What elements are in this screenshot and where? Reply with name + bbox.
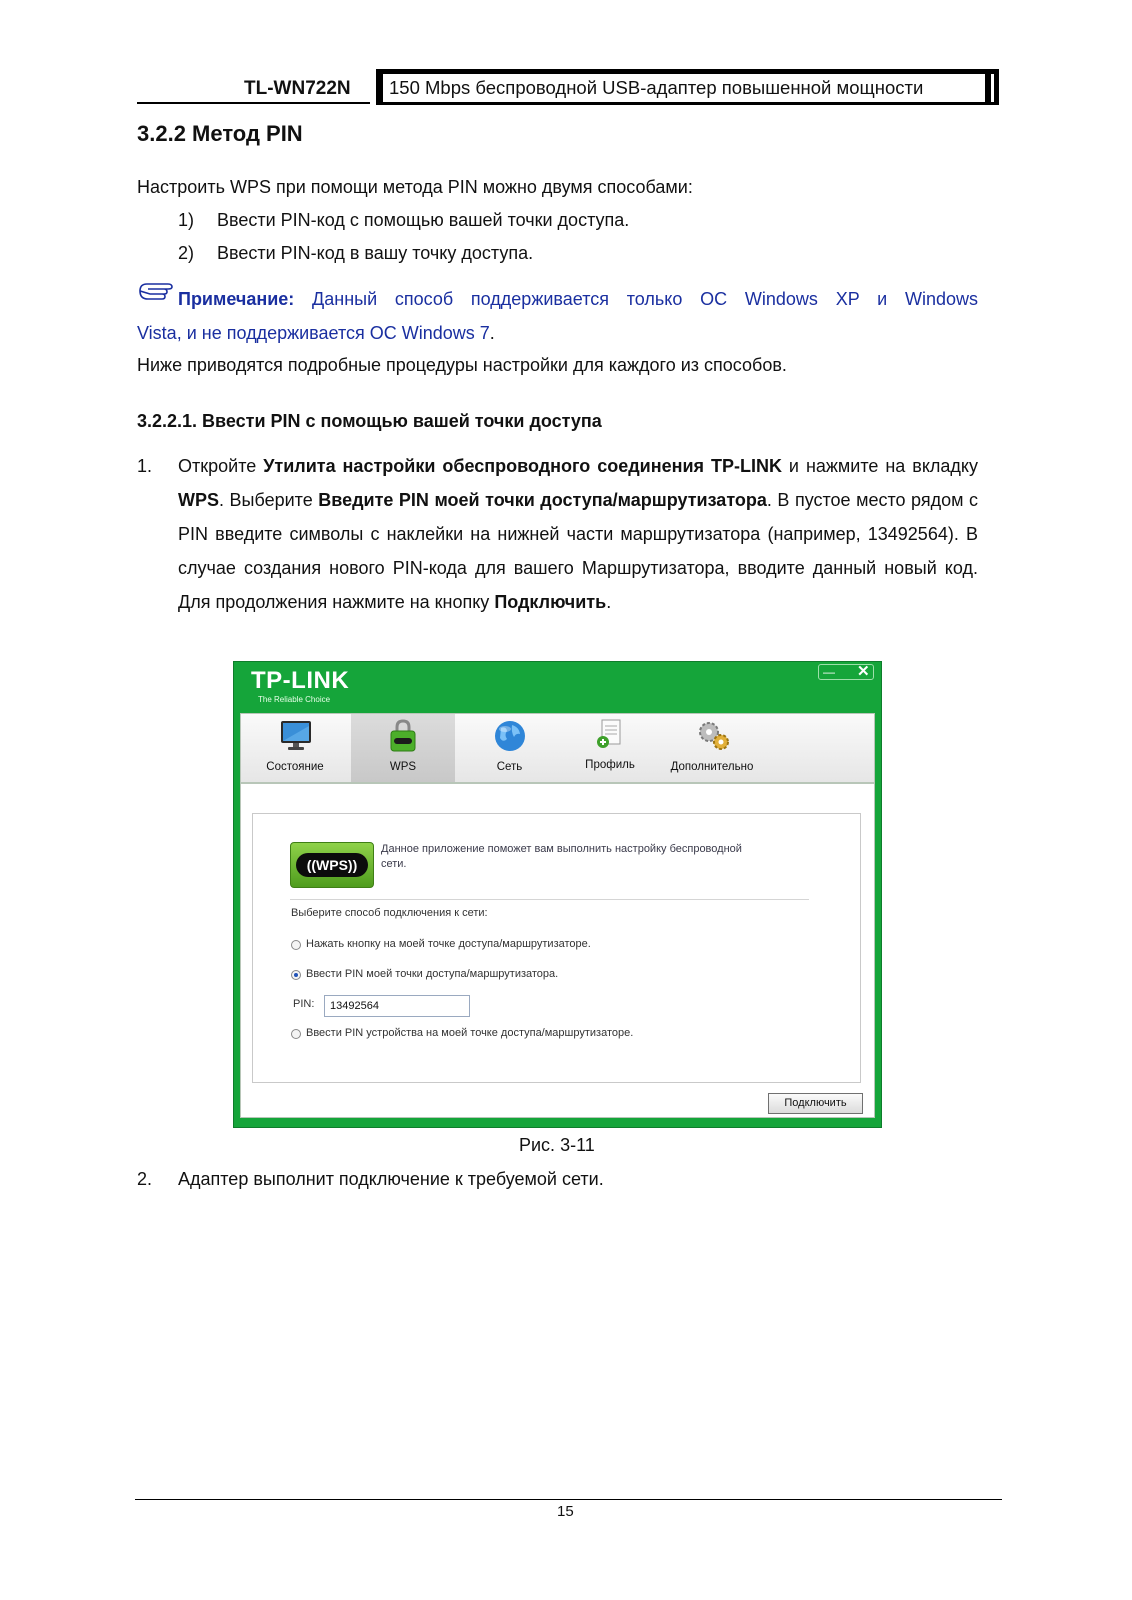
step-text-2: Адаптер выполнит подключение к требуемой сети. [178, 1169, 604, 1189]
step1-text-d: . В пустое место рядом с PIN введите символы с наклейки на нижней части маршрутизатора (например, 13492564). В случае создания нового PIN-кода для вашего Маршрутизатора, вводите данный новый код. Для продолжения нажмите на кнопку [178, 490, 979, 612]
step-number-2: 2. [137, 1169, 153, 1189]
procedures-intro: Ниже приводятся подробные процедуры настройки для каждого из способов. [137, 355, 787, 375]
note-text-2: Vista, и не поддерживается ОС Windows 7 [137, 323, 490, 343]
method-number-1: 1) [178, 210, 195, 230]
connect-button[interactable]: Подключить [768, 1093, 863, 1114]
option-enter-ap-pin[interactable] [291, 968, 711, 984]
minimize-icon[interactable]: — [823, 665, 835, 679]
step-number-1: 1. [137, 456, 153, 476]
method-number-2: 2) [178, 243, 195, 263]
pin-label: PIN: [293, 998, 315, 1010]
pin-input[interactable]: 13492564 [324, 995, 470, 1017]
step1-bold-wps: WPS [178, 490, 220, 510]
method-text-2: Ввести PIN-код в вашу точку доступа. [217, 243, 534, 263]
wps-description-line-2: сети. [381, 858, 407, 870]
option-push-button-label: Нажать кнопку на моей точке доступа/маршрутизаторе. [306, 938, 591, 950]
header-rule [137, 102, 370, 104]
tab-advanced-label: Дополнительно [670, 761, 754, 773]
tab-advanced[interactable] [658, 714, 766, 782]
header-model: TL-WN722N [244, 78, 351, 99]
close-icon[interactable]: ✕ [857, 663, 870, 680]
note-line-1 [178, 288, 978, 310]
tab-status-label: Состояние [266, 761, 324, 773]
step1-text-a: Откройте [178, 456, 264, 476]
tab-wps[interactable] [351, 714, 455, 782]
gears-icon [696, 718, 732, 752]
monitor-icon [279, 718, 313, 752]
panel-separator [290, 899, 809, 900]
radio-device-pin[interactable] [291, 1029, 301, 1039]
step1-bold-connect: Подключить [494, 592, 607, 612]
wps-logo-text: ((WPS)) [296, 853, 368, 877]
footer-rule [135, 1499, 1002, 1500]
tab-network[interactable] [457, 714, 562, 782]
header-product-title: 150 Mbps беспроводной USB-адаптер повышенной мощности [383, 74, 985, 102]
figure-caption: Рис. 3-11 [519, 1135, 595, 1155]
step1-bold-option: Введите PIN моей точки доступа/маршрутизатора [318, 490, 767, 510]
choose-method-label: Выберите способ подключения к сети: [291, 907, 488, 919]
step1-text-b: и нажмите на вкладку [781, 456, 979, 476]
globe-icon [492, 718, 528, 754]
page-number: 15 [557, 1503, 574, 1520]
subsection-title: 3.2.2.1. Ввести PIN с помощью вашей точки доступа [137, 411, 602, 431]
option-enter-ap-pin-label: Ввести PIN моей точки доступа/маршрутизатора. [306, 968, 559, 980]
step1-text-e: . [606, 592, 612, 612]
step-text-1 [178, 449, 978, 619]
option-device-pin-label: Ввести PIN устройства на моей точке доступа/маршрутизаторе. [306, 1027, 634, 1039]
tab-profile-label: Профиль [585, 759, 635, 771]
note-line-2 [137, 322, 495, 344]
tab-profile[interactable] [562, 714, 658, 782]
step1-bold-utility: Утилита настройки обеспроводного соединения TP-LINK [263, 456, 782, 476]
radio-enter-ap-pin[interactable] [291, 970, 301, 980]
note-period: . [489, 323, 495, 343]
radio-push-button[interactable] [291, 940, 301, 950]
pointing-hand-icon [138, 280, 174, 302]
tab-network-label: Сеть [496, 761, 523, 773]
tab-status[interactable] [241, 714, 349, 782]
profile-icon [594, 718, 626, 752]
option-push-button[interactable] [291, 938, 711, 954]
method-text-1: Ввести PIN-код с помощью вашей точки доступа. [217, 210, 630, 230]
note-text-1: Данный способ поддерживается только ОС Windows XP и Windows [312, 289, 978, 309]
step1-text-c: . Выберите [219, 490, 319, 510]
tplink-logo: TP-LINK [251, 667, 350, 694]
section-title: 3.2.2 Метод PIN [137, 121, 303, 146]
option-device-pin[interactable] [291, 1027, 751, 1043]
note-label: Примечание: [178, 289, 295, 309]
wps-lock-icon [387, 718, 419, 754]
tplink-tagline: The Reliable Choice [258, 695, 331, 704]
tab-wps-label: WPS [389, 761, 417, 773]
wps-description-line-1: Данное приложение поможет вам выполнить настройку беспроводной [381, 843, 742, 855]
header-box-divider [991, 74, 994, 102]
intro-text: Настроить WPS при помощи метода PIN можно двумя способами: [137, 177, 693, 197]
